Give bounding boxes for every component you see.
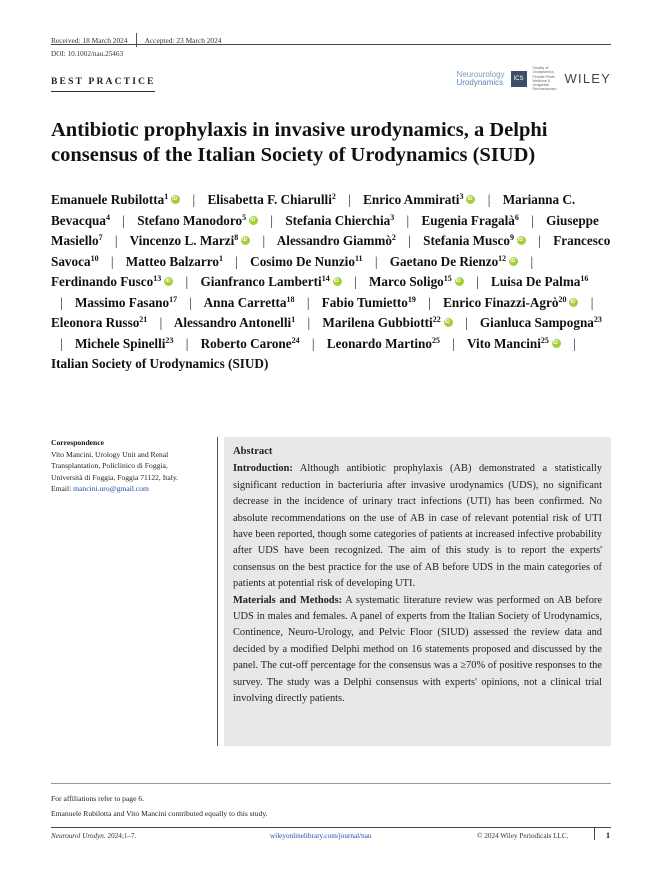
author-name[interactable]: Matteo Balzarro — [125, 253, 219, 269]
author-entry — [421, 213, 518, 228]
journal-logo-line2: Urodynamics — [456, 77, 504, 87]
author-name[interactable]: Marianna C. Bevacqua — [51, 192, 576, 228]
author-affiliation-number: 3 — [390, 212, 395, 222]
author-entry — [250, 254, 362, 269]
author-name[interactable]: Stefania Chierchia — [285, 212, 391, 228]
author-separator: | — [406, 212, 410, 228]
author-affiliation-number: 9 — [509, 233, 514, 242]
page-number: 1 — [606, 831, 610, 840]
author-entry — [130, 233, 251, 248]
author-separator: | — [428, 294, 431, 310]
orcid-icon[interactable] — [569, 298, 578, 307]
author-affiliation-number: 3 — [459, 192, 464, 201]
email-link[interactable]: mancini.uro@gmail.com — [73, 484, 149, 494]
footnote-rule — [51, 783, 611, 784]
author-name[interactable]: Stefano Manodoro — [137, 212, 243, 228]
author-name[interactable]: Gianfranco Lamberti — [200, 274, 322, 289]
author-affiliation-number: 24 — [291, 335, 300, 345]
orcid-icon[interactable] — [552, 339, 561, 348]
author-entry — [207, 192, 335, 207]
author-separator: | — [311, 335, 315, 351]
orcid-icon[interactable] — [517, 236, 526, 245]
author-affiliation-number: 2 — [391, 233, 396, 242]
author-affiliation-number: 15 — [443, 274, 452, 283]
author-name[interactable]: Fabio Tumietto — [321, 294, 408, 310]
author-separator: | — [185, 335, 189, 351]
author-name[interactable]: Marilena Gubbiotti — [322, 315, 433, 330]
author-name[interactable]: Ferdinando Fusco — [51, 274, 154, 289]
author-separator: | — [114, 233, 118, 248]
orcid-icon[interactable] — [509, 257, 518, 266]
correspondence-email-line — [51, 483, 216, 495]
author-affiliation-number: 13 — [153, 274, 162, 283]
author-affiliation-number: 22 — [432, 315, 441, 324]
author-entry — [277, 233, 396, 248]
author-separator: | — [531, 212, 534, 228]
author-separator: | — [235, 253, 238, 269]
equal-contribution-note: Emanuele Rubilotta and Vito Mancini contributed equally to this study. — [51, 809, 268, 818]
affiliations-note: For affiliations refer to page 6. — [51, 794, 145, 803]
author-separator: | — [348, 192, 351, 207]
journal-logo — [457, 71, 505, 87]
author-separator: | — [476, 274, 479, 289]
orcid-icon[interactable] — [164, 277, 173, 286]
correspondence-heading: Correspondence — [51, 438, 105, 447]
column-divider — [217, 437, 218, 746]
author-separator: | — [60, 294, 63, 310]
author-entry — [285, 213, 394, 228]
author-entry — [51, 356, 268, 371]
orcid-icon[interactable] — [455, 277, 464, 286]
author-separator: | — [487, 192, 491, 207]
journal-website-link[interactable]: wileyonlinelibrary.com/journal/nau — [270, 832, 372, 840]
author-affiliation-number: 23 — [593, 315, 602, 324]
author-separator: | — [538, 233, 541, 248]
author-name[interactable]: Massimo Fasano — [74, 294, 170, 310]
journal-name: Neurourol Urodyn. — [51, 832, 106, 840]
author-affiliation-number: 11 — [354, 253, 363, 263]
author-separator: | — [159, 315, 163, 330]
author-separator: | — [590, 294, 594, 310]
author-affiliation-number: 1 — [218, 253, 223, 263]
author-separator: | — [452, 335, 455, 351]
article-title: Antibiotic prophylaxis in invasive urodynamics, a Delphi consensus of the Italian Society of Urodynamics (SIUD) — [51, 119, 548, 166]
author-entry — [75, 336, 173, 351]
author-affiliation-number: 18 — [286, 294, 295, 304]
received-date: Received: 18 March 2024 — [51, 35, 128, 45]
author-separator: | — [189, 294, 193, 310]
author-affiliation-number: 16 — [580, 274, 589, 283]
author-affiliation-number: 1 — [291, 315, 296, 324]
author-entry — [327, 336, 440, 351]
author-name[interactable]: Gaetano De Rienzo — [389, 253, 499, 269]
author-entry — [322, 315, 452, 330]
footer-rule — [51, 827, 611, 828]
author-name[interactable]: Italian Society of Urodynamics (SIUD) — [51, 356, 269, 371]
orcid-icon[interactable] — [241, 236, 250, 245]
author-entry — [369, 274, 464, 289]
author-name[interactable]: Alessandro Antonelli — [173, 315, 292, 330]
author-separator: | — [306, 294, 310, 310]
author-separator: | — [60, 335, 63, 351]
abstract-box — [224, 437, 611, 746]
author-name[interactable]: Eleonora Russo — [51, 315, 140, 330]
journal-logo-line1: Neurourology — [456, 69, 505, 79]
author-affiliation-number: 14 — [321, 274, 330, 283]
orcid-icon[interactable] — [249, 216, 258, 225]
author-entry — [491, 274, 588, 289]
accepted-date: Accepted: 23 March 2024 — [144, 35, 222, 45]
author-separator: | — [270, 212, 274, 228]
author-name[interactable]: Francesco Savoca — [51, 233, 611, 269]
author-separator: | — [530, 253, 534, 269]
author-affiliation-number: 12 — [498, 253, 507, 263]
author-entry — [51, 274, 173, 289]
abstract-methods — [233, 593, 602, 708]
author-affiliation-number: 25 — [432, 335, 440, 345]
author-separator: | — [354, 274, 357, 289]
author-entry — [51, 315, 147, 330]
author-entry — [390, 254, 518, 269]
author-separator: | — [262, 233, 266, 248]
intro-text: Although antibiotic prophylaxis (AB) demonstrated a statistically significant reduction in bacteriuria after invasive urodynamics (UDS), no significant decrease in the incidence of urinary tract infections (UTI) has been confirmed. No absolute recommendations on the use of AB in case of relevant potential risk of UTI have been reported, though some categories of patients at increased infective probability after UDS have been recognized. The aim of this study is to report the experts' consensus on the best practice for the use of AB before UDS in the main categories of patients at potential risk of developing UTI. — [233, 463, 602, 590]
email-label: Email: — [51, 484, 74, 494]
author-name[interactable]: Vincenzo L. Marzi — [129, 233, 235, 248]
author-entry — [126, 254, 223, 269]
author-entry — [75, 295, 177, 310]
author-entry — [467, 336, 561, 351]
abstract-heading: Abstract — [233, 446, 273, 457]
copyright: © 2024 Wiley Periodicals LLC. — [477, 832, 569, 840]
author-separator: | — [307, 315, 311, 330]
author-affiliation-number: 2 — [331, 192, 336, 201]
author-name[interactable]: Cosimo De Nunzio — [250, 253, 355, 269]
author-separator: | — [464, 315, 468, 330]
author-separator: | — [185, 274, 189, 289]
author-list — [51, 190, 611, 375]
author-entry — [363, 192, 475, 207]
author-name[interactable]: Roberto Carone — [200, 335, 292, 351]
author-entry — [443, 295, 578, 310]
methods-label: Materials and Methods: — [233, 594, 343, 606]
author-name[interactable]: Giuseppe Masiello — [51, 212, 599, 248]
author-name[interactable]: Enrico Ammirati — [363, 192, 460, 207]
author-name[interactable]: Anna Carretta — [203, 294, 287, 310]
society-logo-text: Society of Urodynamics, Female Pelvic Medicine & Urogenital Reconstruction — [532, 66, 557, 92]
orcid-icon[interactable] — [171, 195, 180, 204]
author-name[interactable]: Luisa De Palma — [491, 274, 581, 289]
author-affiliation-number: 20 — [558, 294, 567, 304]
author-name[interactable]: Marco Soligo — [368, 274, 444, 289]
society-logo: ICS — [511, 71, 527, 87]
author-affiliation-number: 6 — [514, 212, 519, 222]
author-affiliation-number: 19 — [407, 294, 416, 304]
author-entry — [201, 336, 300, 351]
author-entry — [322, 295, 416, 310]
author-name[interactable]: Eugenia Fragalà — [421, 212, 515, 228]
correspondence-line: Vito Mancini, Urology Unit and Renal — [51, 449, 169, 459]
wiley-logo: WILEY — [564, 71, 611, 87]
abstract-introduction — [233, 461, 602, 592]
author-separator: | — [110, 253, 114, 269]
correspondence-line: Transplantation, Policlinico di Foggia, — [51, 461, 168, 471]
correspondence-block — [51, 437, 216, 495]
author-name[interactable]: Elisabetta F. Chiarulli — [207, 192, 332, 207]
author-name[interactable]: Vito Mancini — [467, 335, 541, 351]
intro-label: Introduction: — [233, 463, 293, 475]
author-entry — [137, 213, 258, 228]
author-affiliation-number: 17 — [169, 294, 178, 304]
author-entry — [480, 315, 602, 330]
author-affiliation-number: 1 — [164, 192, 169, 201]
author-affiliation-number: 5 — [242, 212, 247, 222]
publisher-logos — [457, 66, 612, 92]
journal-citation — [51, 832, 136, 840]
author-affiliation-number: 7 — [98, 233, 103, 242]
journal-year: 2024;1–7. — [107, 832, 137, 840]
orcid-icon[interactable] — [333, 277, 342, 286]
author-affiliation-number: 8 — [234, 233, 239, 242]
author-separator: | — [573, 335, 576, 351]
author-name[interactable]: Michele Spinelli — [74, 335, 166, 351]
author-affiliation-number: 25 — [540, 335, 549, 345]
author-affiliation-number: 10 — [90, 253, 99, 263]
author-entry — [51, 192, 180, 207]
author-separator: | — [408, 233, 411, 248]
author-entry — [174, 315, 295, 330]
author-affiliation-number: 23 — [165, 335, 174, 345]
author-name[interactable]: Alessandro Giammò — [276, 233, 392, 248]
author-entry — [200, 274, 341, 289]
correspondence-line: Università di Foggia, Foggia 71122, Italy. — [51, 472, 179, 482]
author-affiliation-number: 4 — [105, 212, 110, 222]
author-name[interactable]: Stefania Musco — [423, 233, 510, 248]
doi[interactable]: DOI: 10.1002/nau.25463 — [51, 50, 124, 58]
author-entry — [204, 295, 295, 310]
section-label: BEST PRACTICE — [51, 77, 156, 87]
author-separator: | — [374, 253, 378, 269]
header-rule — [51, 44, 611, 45]
author-name[interactable]: Emanuele Rubilotta — [51, 192, 165, 207]
section-rule — [51, 91, 155, 92]
author-entry — [423, 233, 526, 248]
orcid-icon[interactable] — [466, 195, 475, 204]
author-affiliation-number: 21 — [139, 315, 148, 324]
author-name[interactable]: Leonardo Martino — [326, 335, 432, 351]
page-number-separator — [594, 828, 595, 840]
author-name[interactable]: Gianluca Sampogna — [479, 315, 594, 330]
author-name[interactable]: Enrico Finazzi-Agrò — [443, 294, 559, 310]
author-separator: | — [192, 192, 196, 207]
author-separator: | — [122, 212, 125, 228]
methods-text: A systematic literature review was performed on AB before UDS in males and females. A panel of experts from the Italian Society of Urodynamics, Continence, Neuro-Urology, and Pelvic Floor (SIUD) assessed the review data and decided by a modified Delphi method on 16 statements proposed and discussed by the panel. The cut-off percentage for the consensus was a ≥70% of positive responses to the survey. The study was a Delphi consensus with experts' opinions, not a clinical trial involving directly patients. — [233, 594, 602, 705]
orcid-icon[interactable] — [444, 318, 453, 327]
